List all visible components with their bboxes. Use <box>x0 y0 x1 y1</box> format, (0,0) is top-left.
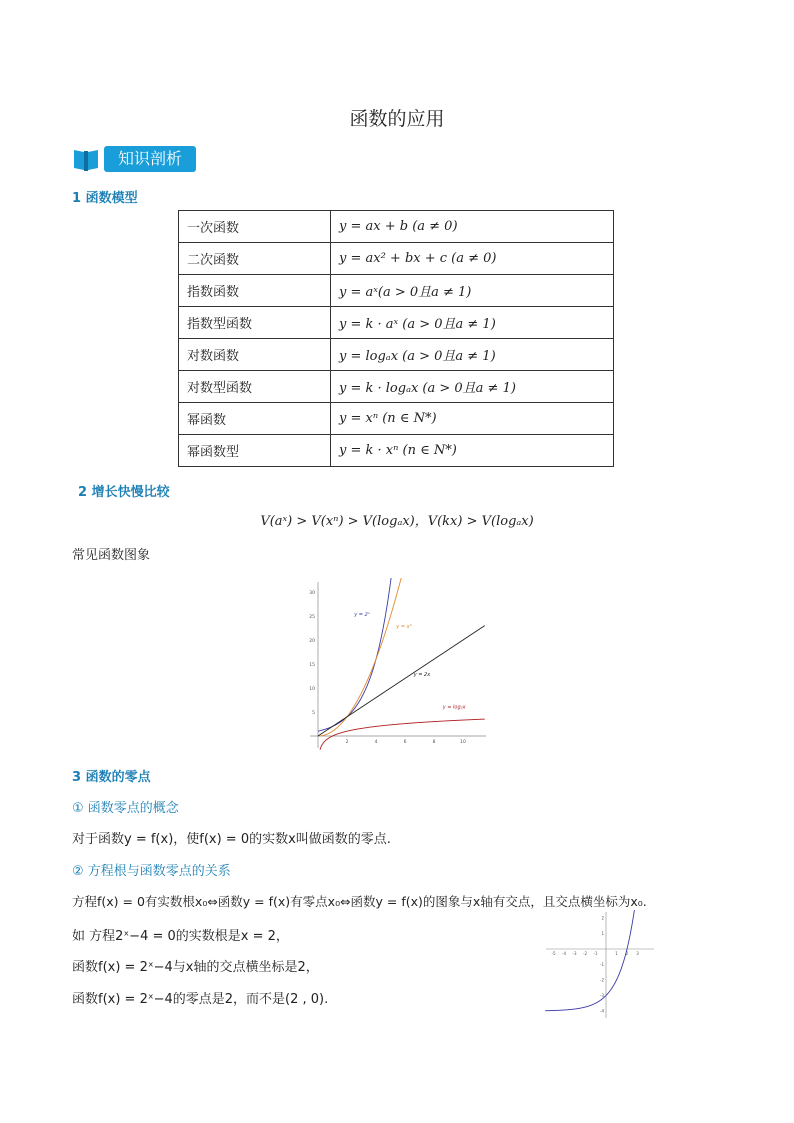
model-formula: y = k · logₐx (a > 0且a ≠ 1) <box>331 371 614 403</box>
table-row <box>179 307 614 339</box>
series-line-exp <box>318 578 392 731</box>
y-tick-label: 30 <box>309 591 315 596</box>
model-name: 幂函数 <box>179 403 331 435</box>
y-tick-label: -1 <box>600 962 604 967</box>
series-label-pow: y = x² <box>396 624 412 630</box>
y-tick-label: 1 <box>601 931 604 936</box>
growth-formula: V(aˣ) > V(xⁿ) > V(logₐx)，V(kx) > V(logₐx) <box>260 514 534 529</box>
table-row <box>179 211 614 243</box>
example-line-3: 函数f(x) = 2ˣ−4的零点是2，而不是(2 , 0). <box>72 992 329 1007</box>
subheading-root-relation: ② 方程根与函数零点的关系 <box>72 864 231 879</box>
x-tick-label: 2 <box>625 951 629 956</box>
x-tick-label: -2 <box>583 951 587 956</box>
book-icon <box>72 146 100 172</box>
series-label-lin: y = 2x <box>413 672 431 678</box>
model-name: 幂函数型 <box>179 435 331 467</box>
model-formula: y = ax² + bx + c (a ≠ 0) <box>331 243 614 275</box>
y-tick-label: 2 <box>601 915 604 921</box>
function-curve <box>545 910 634 1011</box>
table-row <box>179 403 614 435</box>
table-row <box>179 339 614 371</box>
model-name: 指数函数 <box>179 275 331 307</box>
y-tick-label: 20 <box>309 639 315 644</box>
model-name: 二次函数 <box>179 243 331 275</box>
example-line-1: 如 方程2ˣ−4 = 0的实数根是x = 2， <box>72 929 289 944</box>
model-name: 对数函数 <box>179 339 331 371</box>
section-heading-growth: 2 增长快慢比较 <box>78 485 170 500</box>
section-badge: 知识剖析 <box>104 146 196 172</box>
model-name: 一次函数 <box>179 211 331 243</box>
model-name: 对数型函数 <box>179 371 331 403</box>
series-line-lin <box>318 626 485 736</box>
y-tick-label: 25 <box>309 615 315 620</box>
x-tick-label: 2 <box>345 740 349 745</box>
x-tick-label: -1 <box>593 951 598 956</box>
model-formula: y = k · xⁿ (n ∈ N*) <box>331 435 614 467</box>
y-tick-label: -3 <box>600 993 604 998</box>
model-formula: y = k · aˣ (a > 0且a ≠ 1) <box>331 307 614 339</box>
model-formula: y = aˣ(a > 0且a ≠ 1) <box>331 275 614 307</box>
model-formula: y = logₐx (a > 0且a ≠ 1) <box>331 339 614 371</box>
x-tick-label: 1 <box>615 951 618 956</box>
x-tick-label: 4 <box>374 740 378 745</box>
x-tick-label: 10 <box>460 740 466 745</box>
series-label-log: y = log₂x <box>442 704 466 711</box>
y-tick-label: 5 <box>312 711 315 716</box>
growth-comparison-graph <box>306 578 490 750</box>
page-title: 函数的应用 <box>349 108 445 130</box>
graph-caption: 常见函数图象 <box>72 548 151 563</box>
x-tick-label: 6 <box>403 740 407 745</box>
table-row <box>179 243 614 275</box>
series-line-log <box>320 719 485 750</box>
y-tick-label: 10 <box>309 687 315 692</box>
exponential-zero-graph <box>544 910 656 1020</box>
table-row <box>179 435 614 467</box>
y-tick-label: -4 <box>600 1008 604 1014</box>
table-row <box>179 275 614 307</box>
example-line-2: 函数f(x) = 2ˣ−4与x轴的交点横坐标是2， <box>72 960 319 975</box>
x-tick-label: -4 <box>562 951 566 956</box>
model-name: 指数型函数 <box>179 307 331 339</box>
zero-definition: 对于函数y = f(x)，使f(x) = 0的实数x叫做函数的零点. <box>72 832 391 847</box>
model-formula: y = ax + b (a ≠ 0) <box>331 211 614 243</box>
series-line-pow <box>318 578 402 736</box>
subheading-zero-concept: ① 函数零点的概念 <box>72 801 179 816</box>
section-heading-zeros: 3 函数的零点 <box>72 770 151 785</box>
function-models-table <box>178 210 614 467</box>
x-tick-label: 3 <box>636 951 639 956</box>
model-formula: y = xⁿ (n ∈ N*) <box>331 403 614 435</box>
x-tick-label: -3 <box>572 951 577 956</box>
x-tick-label: -5 <box>551 951 556 956</box>
root-relation-statement: 方程f(x) = 0有实数根x₀⇔函数y = f(x)有零点x₀⇔函数y = f(x)的图象与x轴有交点，且交点横坐标为x₀. <box>72 894 647 909</box>
y-tick-label: 15 <box>309 663 315 668</box>
table-row <box>179 371 614 403</box>
x-tick-label: 8 <box>432 740 436 745</box>
series-label-exp: y = 2ˣ <box>354 612 370 618</box>
section-heading-models: 1 函数模型 <box>72 191 138 206</box>
y-tick-label: -2 <box>600 977 604 983</box>
